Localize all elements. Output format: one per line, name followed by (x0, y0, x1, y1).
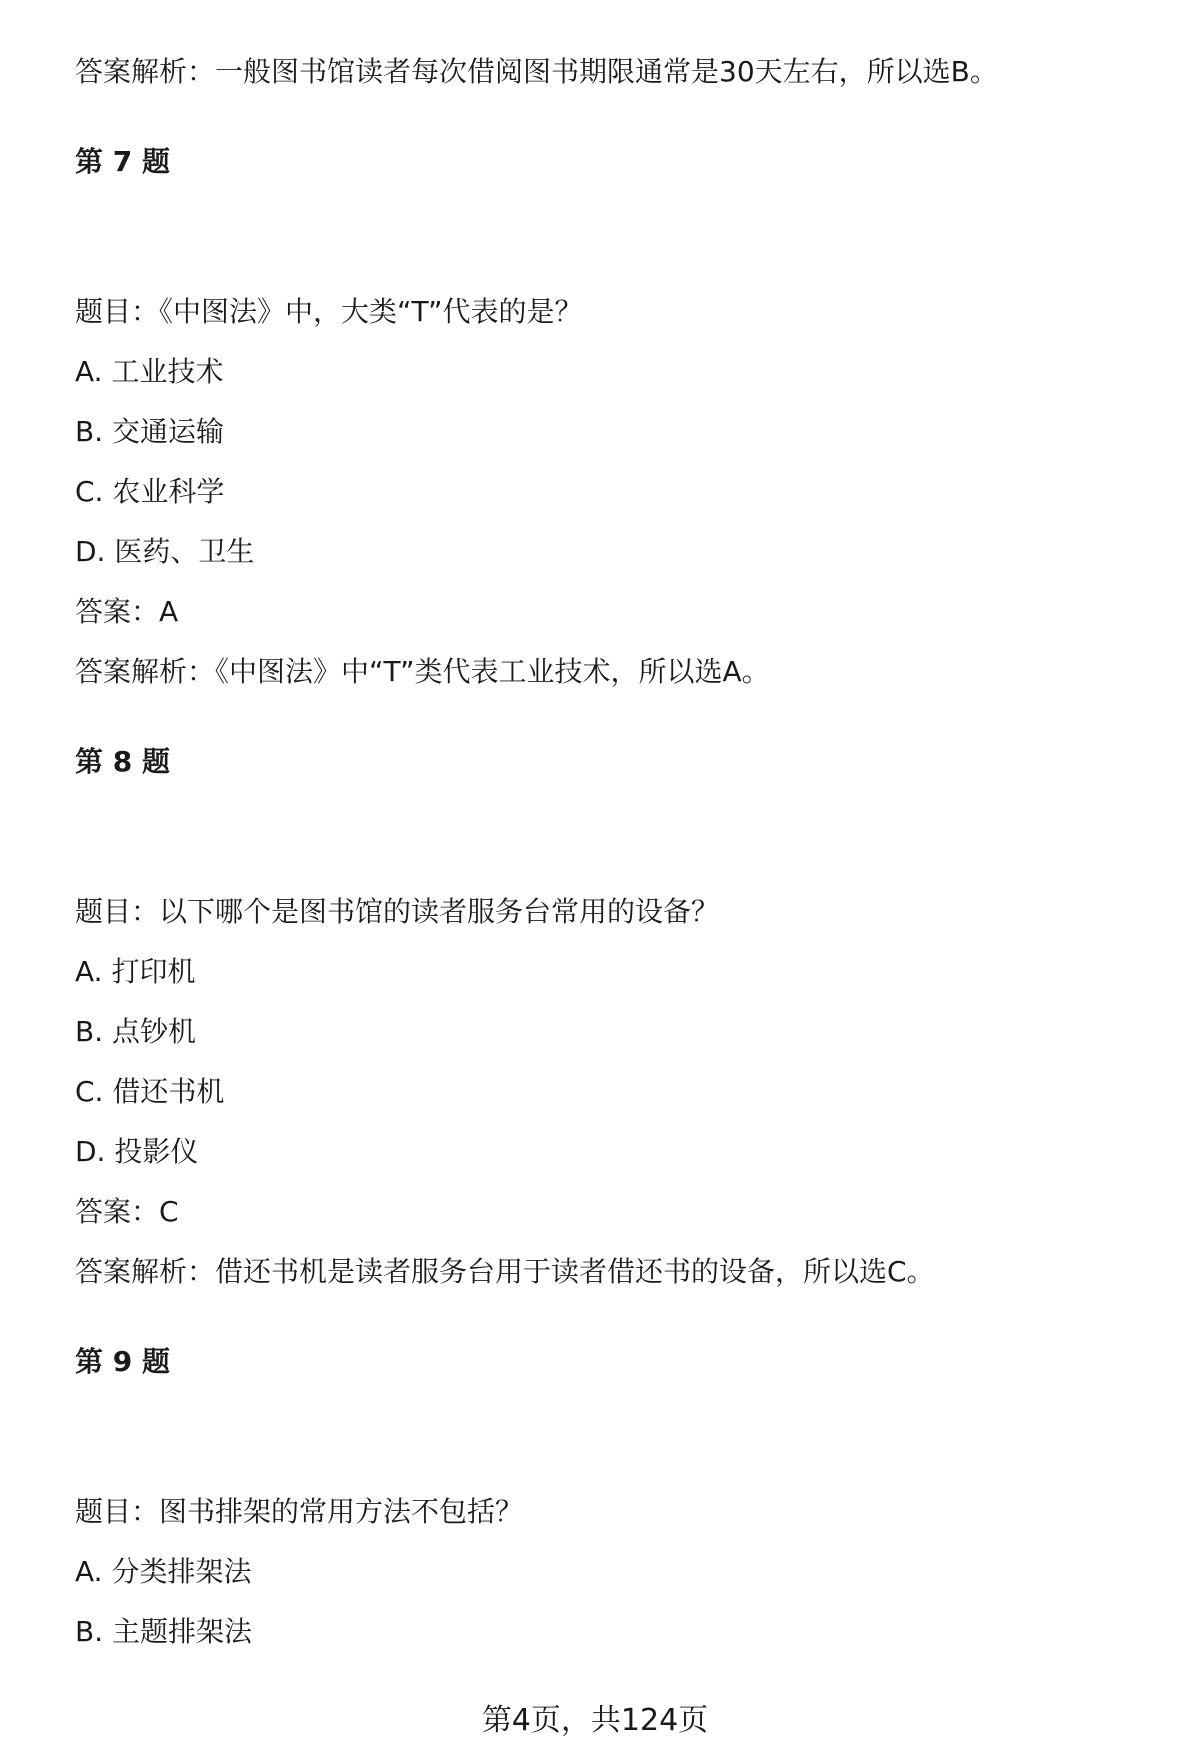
option-b: B. 点钞机 (75, 1015, 197, 1048)
option-a: A. 打印机 (75, 955, 196, 988)
option-c: C. 农业科学 (75, 475, 225, 508)
option-a: A. 工业技术 (75, 355, 224, 388)
question-stem: 题目：以下哪个是图书馆的读者服务台常用的设备？ (75, 895, 720, 928)
question-heading: 第 9 题 (75, 1345, 170, 1378)
option-a: A. 分类排架法 (75, 1555, 252, 1588)
question-stem: 题目：《中图法》中，大类“T”代表的是？ (75, 295, 583, 328)
explanation-text: 答案解析：一般图书馆读者每次借阅图书期限通常是30天左右，所以选B。 (75, 55, 998, 88)
question-stem: 题目：图书排架的常用方法不包括？ (75, 1495, 524, 1528)
question-heading: 第 8 题 (75, 745, 170, 778)
option-b: B. 主题排架法 (75, 1615, 253, 1648)
page-number-footer: 第4页，共124页 (481, 1703, 709, 1738)
option-c: C. 借还书机 (75, 1075, 225, 1108)
option-d: D. 投影仪 (75, 1135, 199, 1168)
explanation-text: 答案解析：《中图法》中“T”类代表工业技术，所以选A。 (75, 655, 770, 688)
explanation-text: 答案解析：借还书机是读者服务台用于读者借还书的设备，所以选C。 (75, 1255, 935, 1288)
answer-text: 答案：C (75, 1195, 179, 1228)
option-b: B. 交通运输 (75, 415, 225, 448)
question-heading: 第 7 题 (75, 145, 170, 178)
option-d: D. 医药、卫生 (75, 535, 255, 568)
answer-text: 答案：A (75, 595, 179, 628)
